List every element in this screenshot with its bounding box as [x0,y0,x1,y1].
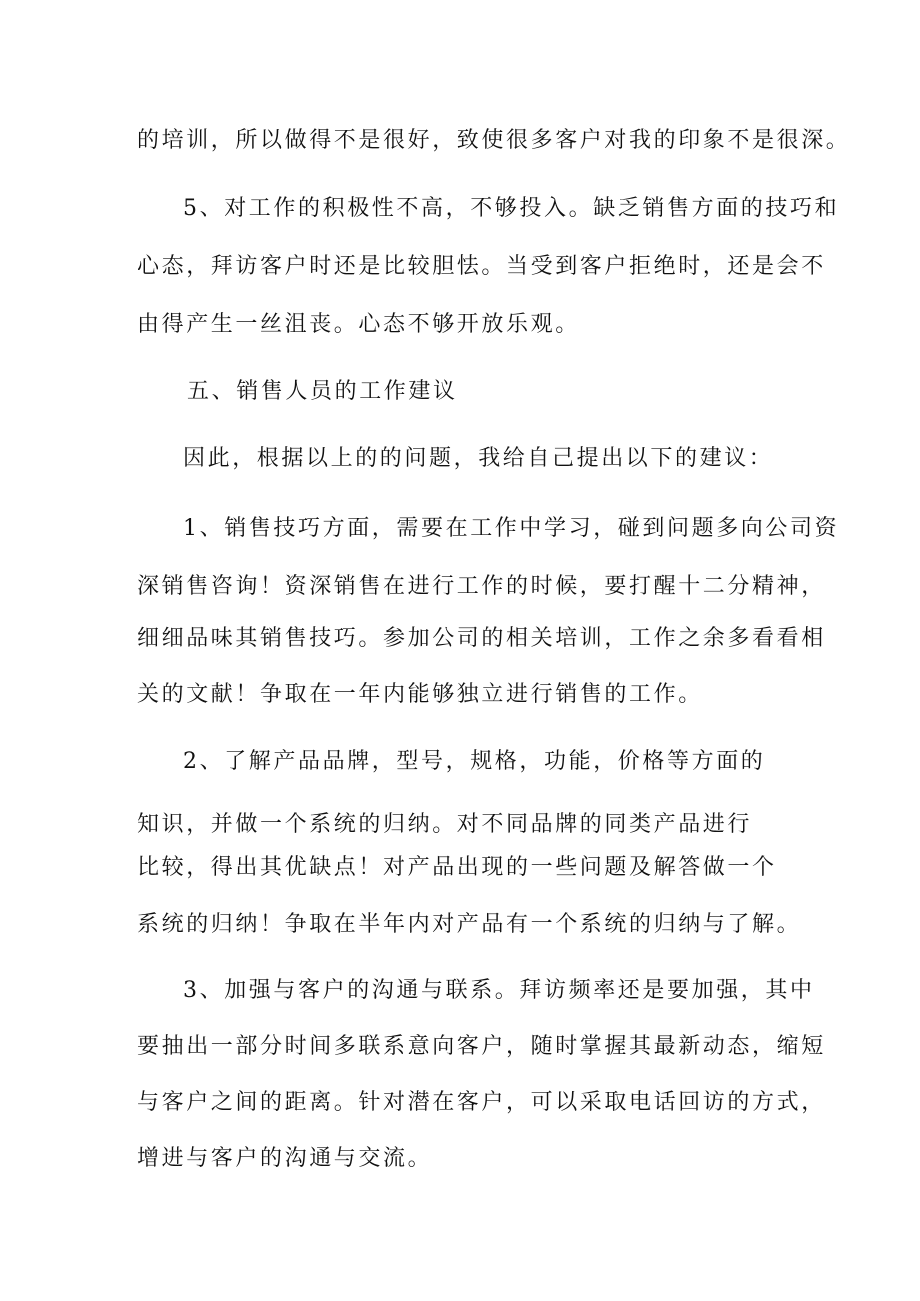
text-line: 关的文献！争取在一年内能够独立进行销售的工作。 [137,682,703,707]
text-line: 因此，根据以上的的问题，我给自己提出以下的建议： [183,446,774,471]
text-line: 要抽出一部分时间多联系意向客户，随时掌握其最新动态，缩短 [137,1034,826,1059]
text-line: 的培训，所以做得不是很好，致使很多客户对我的印象不是很深。 [137,128,851,153]
text-line: 1、销售技巧方面，需要在工作中学习，碰到问题多向公司资 [183,516,840,541]
text-line: 心态，拜访客户时还是比较胆怯。当受到客户拒绝时，还是会不 [137,254,826,279]
text-line: 由得产生一丝沮丧。心态不够开放乐观。 [137,312,580,337]
text-line: 2、了解产品品牌，型号，规格，功能，价格等方面的 [183,749,766,774]
text-line: 深销售咨询！资深销售在进行工作的时候，要打醒十二分精神， [137,574,826,599]
text-line: 与客户之间的距离。针对潜在客户，可以采取电话回访的方式， [137,1090,826,1115]
text-line: 比较，得出其优缺点！对产品出现的一些问题及解答做一个 [137,855,777,880]
text-line: 3、加强与客户的沟通与联系。拜访频率还是要加强，其中 [183,978,815,1003]
text-line: 增进与客户的沟通与交流。 [137,1146,433,1171]
text-line: 细细品味其销售技巧。参加公司的相关培训，工作之余多看看相 [137,626,826,651]
text-line: 5、对工作的积极性不高，不够投入。缺乏销售方面的技巧和 [183,196,840,221]
section-heading: 五、销售人员的工作建议 [187,379,458,404]
text-line: 系统的归纳！争取在半年内对产品有一个系统的归纳与了解。 [137,912,802,937]
text-line: 知识，并做一个系统的归纳。对不同品牌的同类产品进行 [137,812,753,837]
